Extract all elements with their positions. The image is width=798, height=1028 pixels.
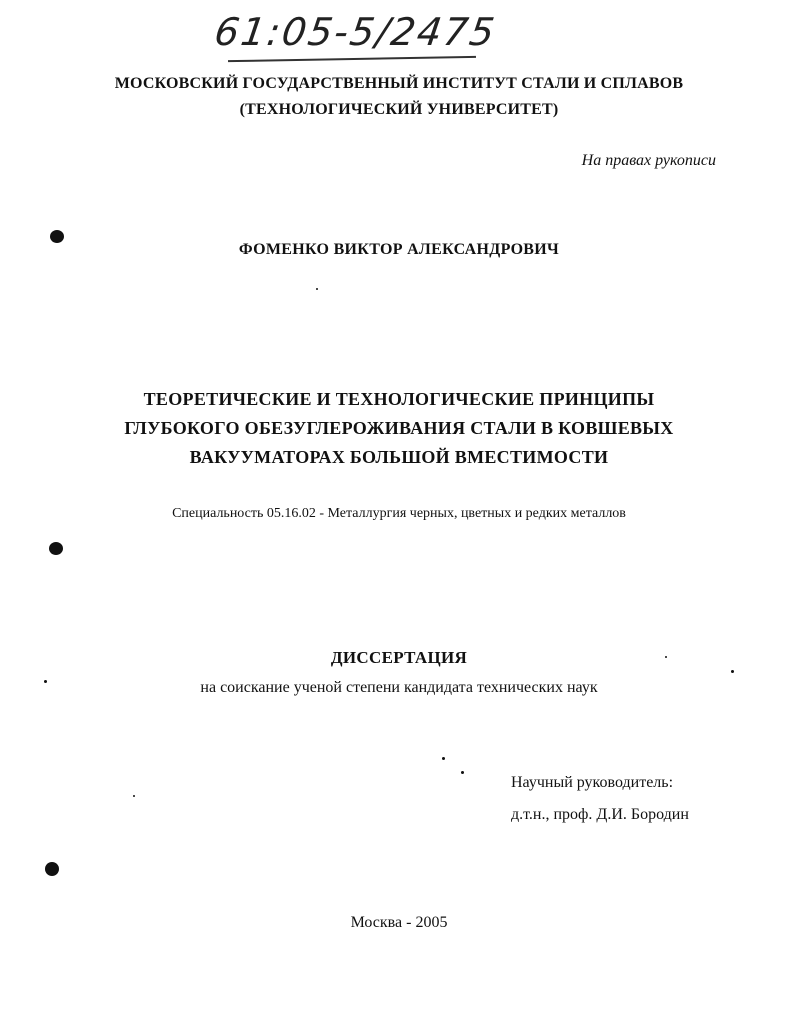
rights-note: На правах рукописи — [581, 152, 716, 169]
scan-speck — [44, 680, 47, 683]
city-year: Москва - 2005 — [350, 914, 448, 931]
handwritten-catalog-code: 61:05-5/2475 — [211, 10, 500, 54]
document-type: ДИССЕРТАЦИЯ — [330, 648, 468, 667]
title-line-2: ГЛУБОКОГО ОБЕЗУГЛЕРОЖИВАНИЯ СТАЛИ В КОВШЕВЫХ — [124, 418, 674, 438]
scan-speck — [461, 771, 464, 774]
scan-speck — [731, 670, 734, 673]
scan-speck — [665, 656, 667, 658]
institute-name: МОСКОВСКИЙ ГОСУДАРСТВЕННЫЙ ИНСТИТУТ СТАЛИ И СПЛАВОВ — [114, 75, 684, 92]
specialty-line: Специальность 05.16.02 - Металлургия черных, цветных и редких металлов — [172, 506, 626, 521]
author-name: ФОМЕНКО ВИКТОР АЛЕКСАНДРОВИЧ — [238, 241, 560, 258]
institute-subtitle: (ТЕХНОЛОГИЧЕСКИЙ УНИВЕРСИТЕТ) — [239, 101, 559, 118]
institute-header — [0, 71, 798, 123]
title-line-3: ВАКУУМАТОРАХ БОЛЬШОЙ ВМЕСТИМОСТИ — [189, 447, 609, 467]
dissertation-title — [0, 385, 798, 472]
scan-speck — [133, 795, 135, 797]
scan-speck — [316, 288, 318, 290]
scan-speck — [442, 757, 445, 760]
advisor-name: д.т.н., проф. Д.И. Бородин — [511, 806, 689, 823]
scan-mark — [45, 862, 59, 876]
degree-line: на соискание ученой степени кандидата технических наук — [200, 679, 598, 696]
advisor-block — [511, 767, 689, 831]
scan-mark — [49, 542, 63, 555]
handwritten-underline — [228, 56, 476, 62]
scan-mark — [50, 230, 64, 243]
advisor-label: Научный руководитель: — [511, 774, 674, 791]
title-line-1: ТЕОРЕТИЧЕСКИЕ И ТЕХНОЛОГИЧЕСКИЕ ПРИНЦИПЫ — [143, 389, 655, 409]
